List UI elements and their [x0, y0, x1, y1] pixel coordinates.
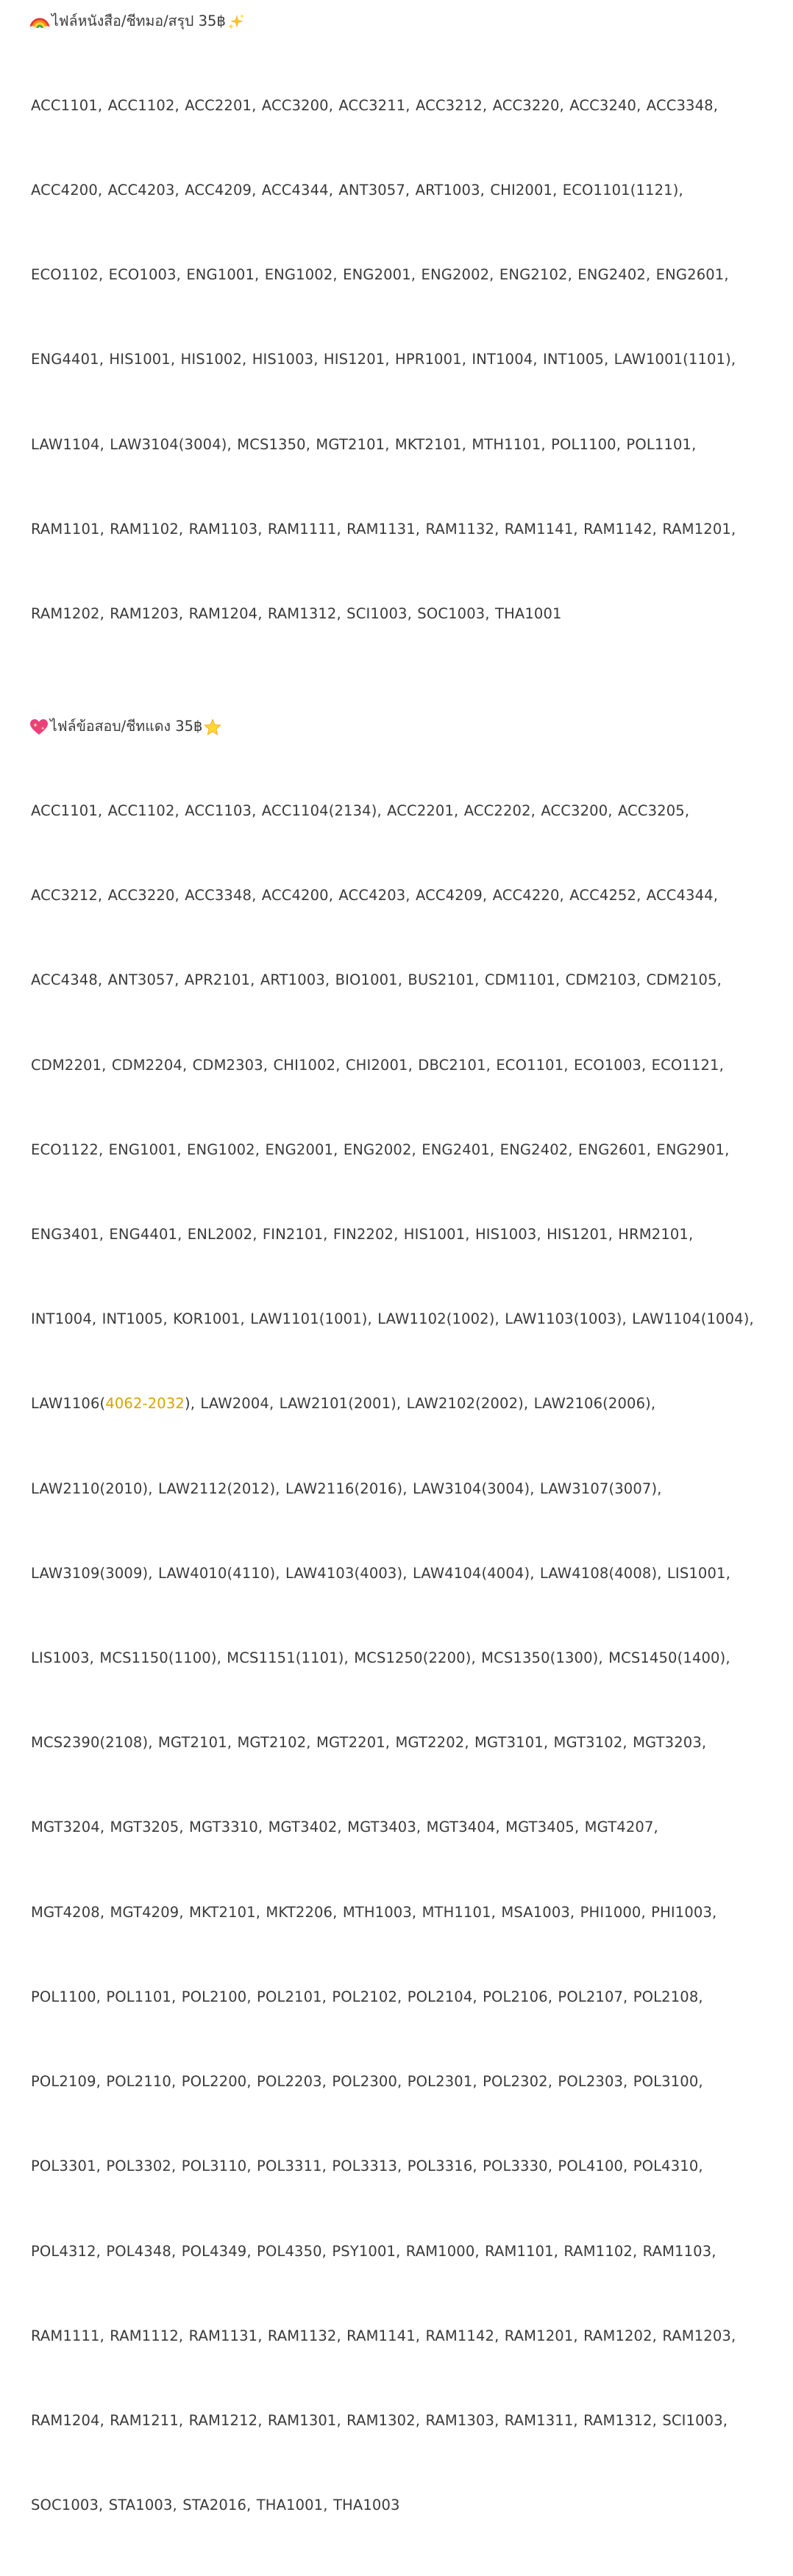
list-line: POL2109, POL2110, POL2200, POL2203, POL2300, POL2301, POL2302, POL2303, POL3100,	[31, 2073, 703, 2091]
list-line: LAW2110(2010), LAW2112(2012), LAW2116(2016), LAW3104(3004), LAW3107(3007),	[31, 1480, 662, 1497]
section-spacer	[31, 685, 786, 713]
list-line: POL3301, POL3302, POL3110, POL3311, POL3313, POL3316, POL3330, POL4100, POL4310,	[31, 2158, 703, 2175]
list-line: LAW1104, LAW3104(3004), MCS1350, MGT2101, MKT2101, MTH1101, POL1100, POL1101,	[31, 435, 697, 453]
course-list-exams	[31, 741, 767, 2576]
list-line: ENG4401, HIS1001, HIS1002, HIS1003, HIS1201, HPR1001, INT1004, INT1005, LAW1001(1101),	[31, 351, 736, 368]
list-line: POL4312, POL4348, POL4349, POL4350, PSY1001, RAM1000, RAM1101, RAM1102, RAM1103,	[31, 2242, 716, 2260]
list-line: ECO1122, ENG1001, ENG1002, ENG2001, ENG2002, ENG2401, ENG2402, ENG2601, ENG2901,	[31, 1141, 730, 1158]
list-line: ACC3212, ACC3220, ACC3348, ACC4200, ACC4203, ACC4209, ACC4220, ACC4252, ACC4344,	[31, 887, 719, 905]
sparkles-icon	[227, 13, 245, 30]
list-line: MCS2390(2108), MGT2101, MGT2102, MGT2201, MGT2202, MGT3101, MGT3102, MGT3203,	[31, 1734, 707, 1752]
list-line: RAM1101, RAM1102, RAM1103, RAM1111, RAM1131, RAM1132, RAM1141, RAM1142, RAM1201,	[31, 520, 736, 538]
rainbow-icon	[29, 13, 50, 30]
highlight-before: LAW1106(	[31, 1395, 106, 1413]
list-line: POL1100, POL1101, POL2100, POL2101, POL2102, POL2104, POL2106, POL2107, POL2108,	[31, 1988, 703, 2005]
list-line: ENG3401, ENG4401, ENL2002, FIN2101, FIN2202, HIS1001, HIS1003, HIS1201, HRM2101,	[31, 1226, 694, 1244]
list-line-highlighted	[31, 1390, 767, 1418]
highlight-after: ), LAW2004, LAW2101(2001), LAW2102(2002), LAW2106(2006),	[184, 1395, 656, 1413]
list-line: LIS1003, MCS1150(1100), MCS1151(1101), MCS1250(2200), MCS1350(1300), MCS1450(1400),	[31, 1649, 730, 1667]
section-heading-exams	[29, 713, 786, 741]
list-line: CDM2201, CDM2204, CDM2303, CHI1002, CHI2001, DBC2101, ECO1101, ECO1003, ECO1121,	[31, 1056, 724, 1074]
section-heading-text: ไฟล์ข้อสอบ/ชีทแดง 35฿	[50, 718, 203, 735]
list-line: ACC4348, ANT3057, APR2101, ART1003, BIO1001, BUS2101, CDM1101, CDM2103, CDM2105,	[31, 971, 722, 989]
list-line: ACC1101, ACC1102, ACC2201, ACC3200, ACC3211, ACC3212, ACC3220, ACC3240, ACC3348,	[31, 96, 719, 114]
list-line: MGT4208, MGT4209, MKT2101, MKT2206, MTH1003, MTH1101, MSA1003, PHI1000, PHI1003,	[31, 1903, 717, 1921]
list-line: ECO1102, ECO1003, ENG1001, ENG1002, ENG2001, ENG2002, ENG2102, ENG2402, ENG2601,	[31, 266, 729, 284]
sparkling-heart-icon	[29, 718, 49, 735]
list-line: RAM1204, RAM1211, RAM1212, RAM1301, RAM1302, RAM1303, RAM1311, RAM1312, SCI1003,	[31, 2411, 728, 2429]
star-icon	[204, 718, 221, 735]
course-list-books	[31, 35, 767, 685]
list-line: INT1004, INT1005, KOR1001, LAW1101(1001), LAW1102(1002), LAW1103(1003), LAW1104(1004),	[31, 1310, 754, 1328]
list-line: LAW3109(3009), LAW4010(4110), LAW4103(4003), LAW4104(4004), LAW4108(4008), LIS1001,	[31, 1564, 730, 1582]
list-line: ACC4200, ACC4203, ACC4209, ACC4344, ANT3057, ART1003, CHI2001, ECO1101(1121),	[31, 182, 683, 199]
list-line: SOC1003, STA1003, STA2016, THA1001, THA1003	[31, 2497, 400, 2514]
list-line: RAM1111, RAM1112, RAM1131, RAM1132, RAM1141, RAM1142, RAM1201, RAM1202, RAM1203,	[31, 2327, 736, 2344]
section-heading-text: ไฟล์หนังสือ/ชีทมอ/สรุป 35฿	[51, 13, 226, 29]
list-line: RAM1202, RAM1203, RAM1204, RAM1312, SCI1003, SOC1003, THA1001	[31, 605, 562, 623]
highlighted-code: 4062-2032	[105, 1395, 185, 1413]
section-heading-books	[29, 7, 786, 35]
list-line: MGT3204, MGT3205, MGT3310, MGT3402, MGT3403, MGT3404, MGT3405, MGT4207,	[31, 1819, 658, 1836]
list-line: ACC1101, ACC1102, ACC1103, ACC1104(2134), ACC2201, ACC2202, ACC3200, ACC3205,	[31, 802, 690, 820]
